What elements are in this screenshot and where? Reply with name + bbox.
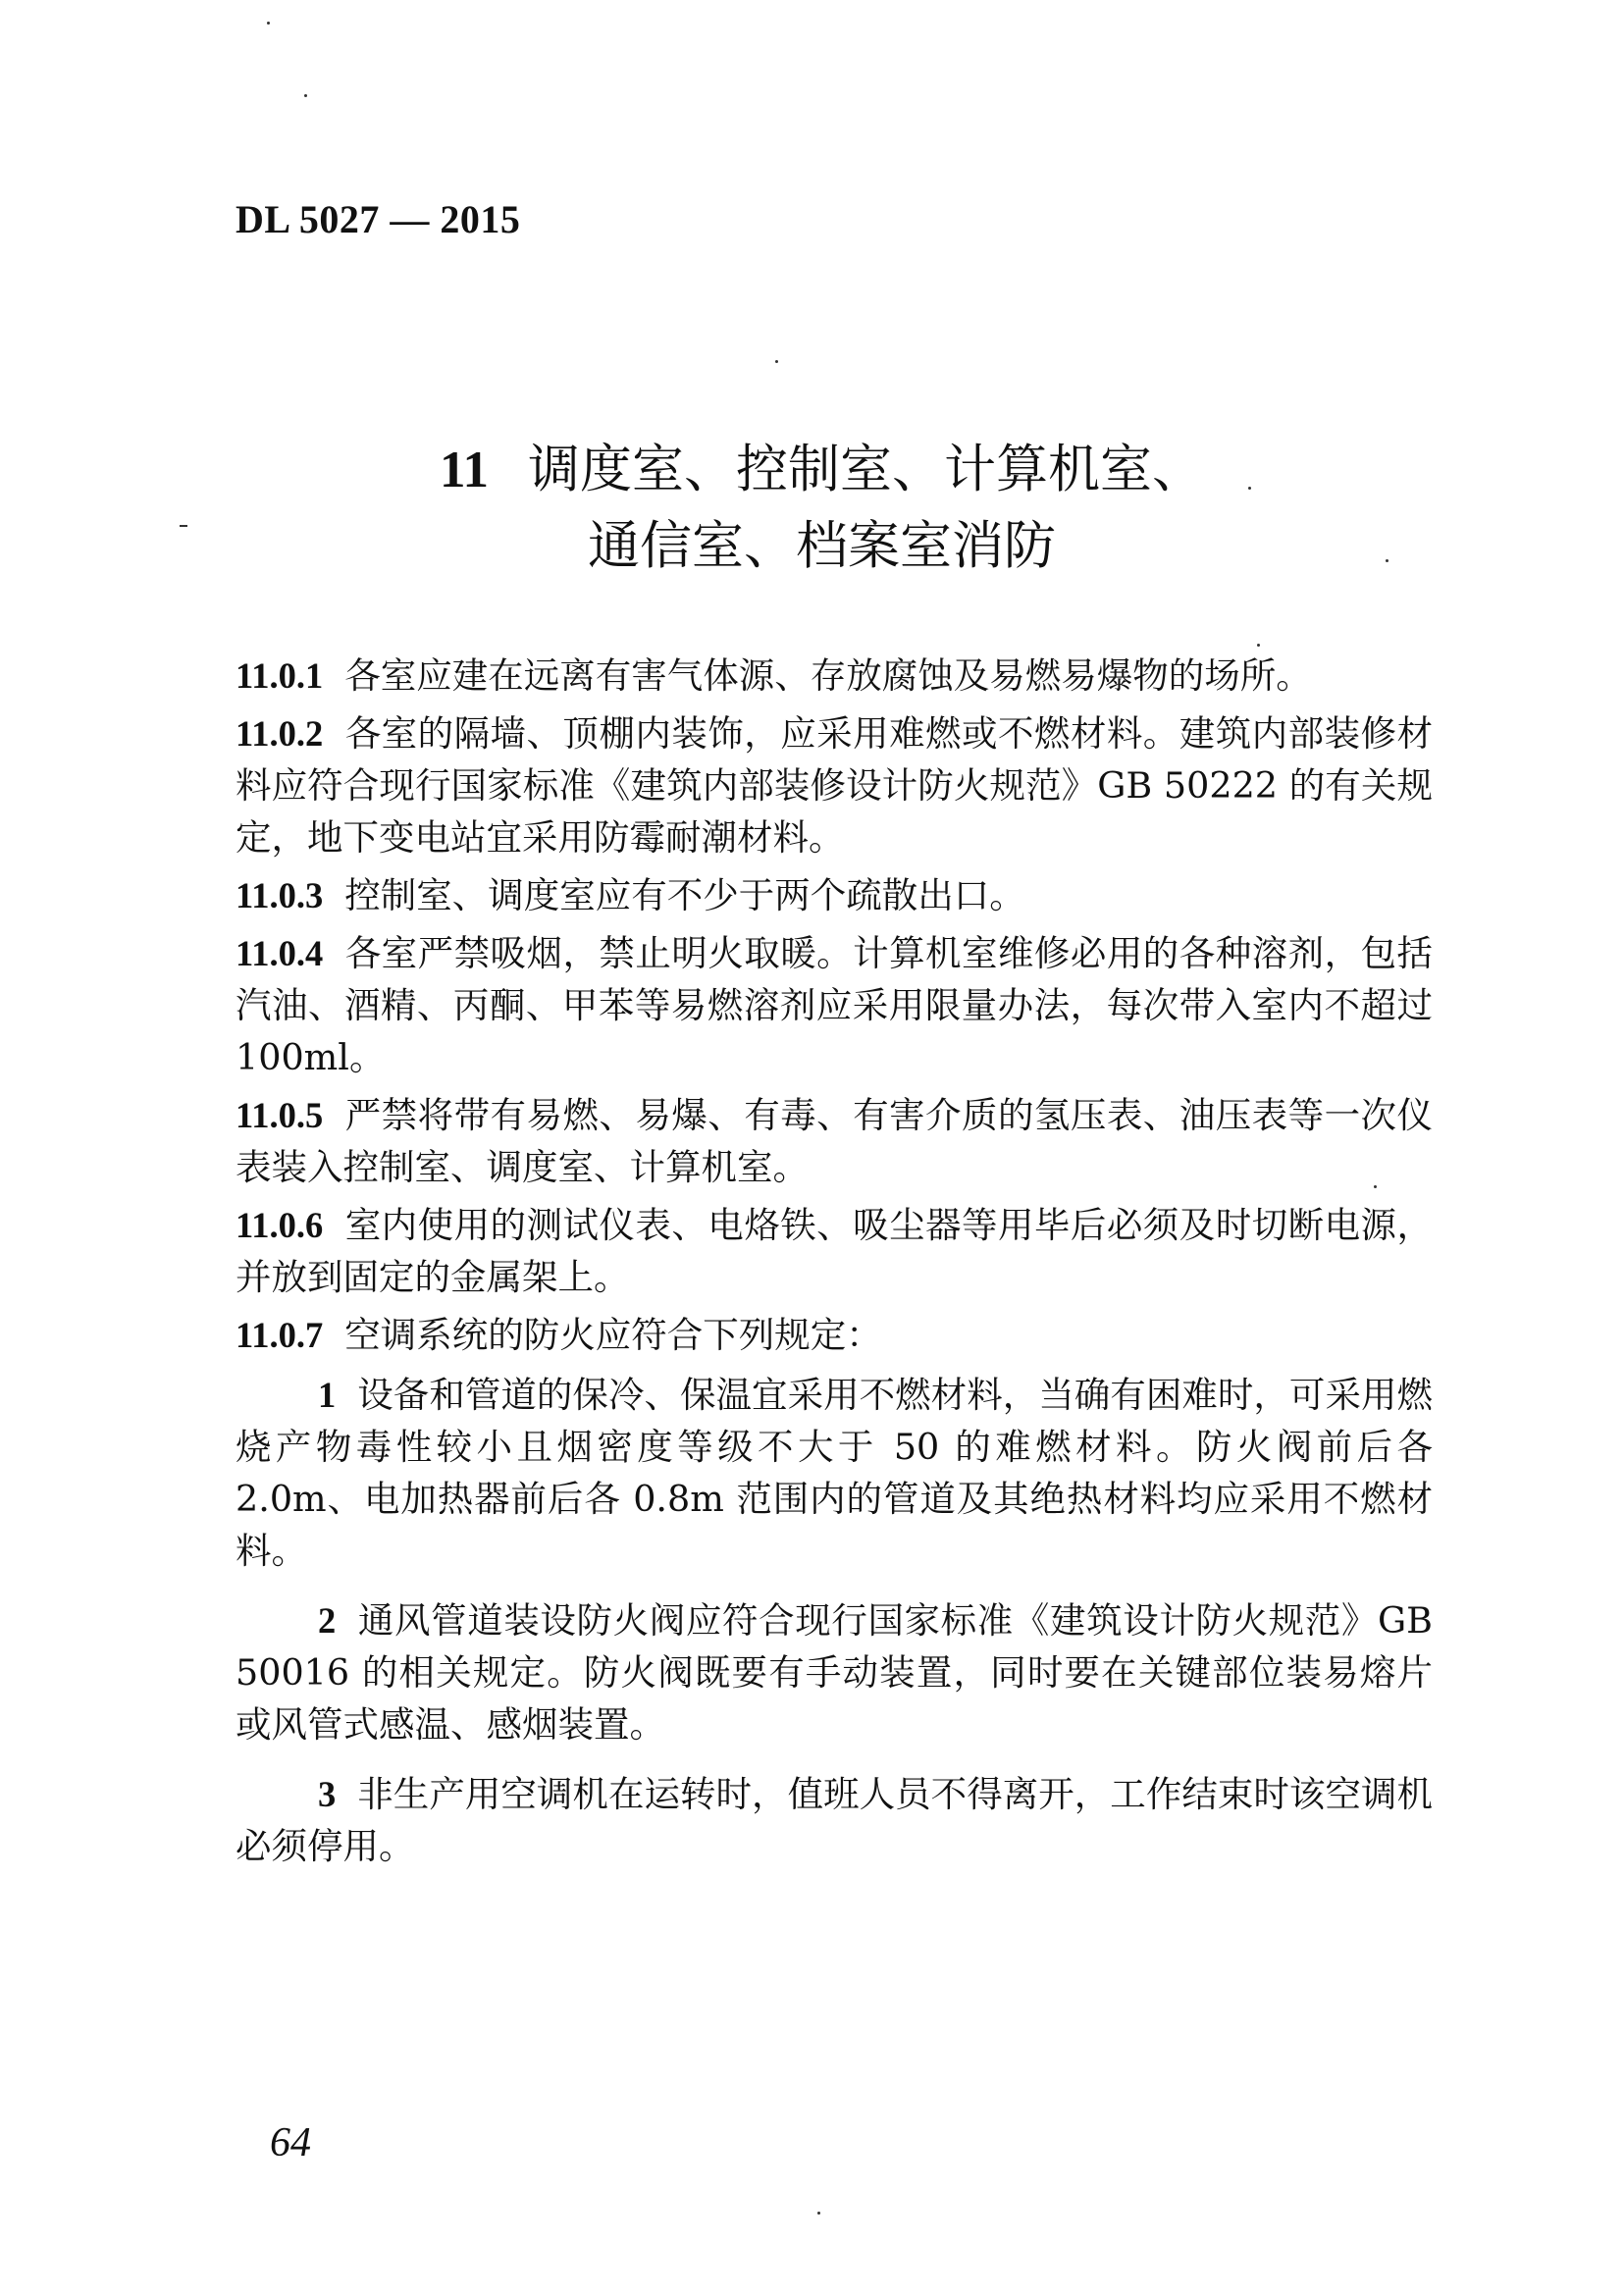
list-item <box>236 1768 1433 1872</box>
clause <box>236 650 1433 702</box>
clause-text: 空调系统的防火应符合下列规定： <box>344 1314 882 1356</box>
item-text: 非生产用空调机在运转时，值班人员不得离开，工作结束时该空调机必须停用。 <box>236 1773 1433 1867</box>
chapter-title-line-1 <box>0 432 1624 508</box>
standard-code: DL 5027 — 2015 <box>236 197 521 241</box>
clause-text: 各室的隔墙、顶棚内装饰，应采用难燃或不燃材料。建筑内部装修材料应符合现行国家标准《建筑内部装修设计防火规范》GB 50222 的有关规定，地下变电站宜采用防霉耐潮材料。 <box>236 712 1433 859</box>
item-number: 2 <box>318 1600 337 1641</box>
list-item <box>236 1369 1433 1577</box>
item-text: 设备和管道的保冷、保温宜采用不燃材料，当确有困难时，可采用燃烧产物毒性较小且烟密度等级不大于 50 的难燃材料。防火阀前后各 2.0m、电加热器前后各 0.8m 范围内的管道及其绝热材料均应采用不燃材料。 <box>236 1374 1433 1572</box>
clause-number: 11.0.7 <box>236 1315 324 1355</box>
scan-speck <box>1257 644 1260 647</box>
clause <box>236 927 1433 1083</box>
clause-number: 11.0.6 <box>236 1205 324 1245</box>
clause-number: 11.0.1 <box>236 655 324 696</box>
clause <box>236 707 1433 863</box>
clause-text: 室内使用的测试仪表、电烙铁、吸尘器等用毕后必须及时切断电源，并放到固定的金属架上。 <box>236 1204 1433 1298</box>
list-item <box>236 1594 1433 1750</box>
clause-text: 控制室、调度室应有不少于两个疏散出口。 <box>344 874 1025 916</box>
scan-speck <box>817 2212 820 2215</box>
clause-number: 11.0.5 <box>236 1095 324 1135</box>
item-text: 通风管道装设防火阀应符合现行国家标准《建筑设计防火规范》GB 50016 的相关规定。防火阀既要有手动装置，同时要在关键部位装易熔片或风管式感温、感烟装置。 <box>236 1599 1433 1746</box>
clause-number: 11.0.2 <box>236 713 324 754</box>
clause-text: 各室严禁吸烟，禁止明火取暖。计算机室维修必用的各种溶剂，包括汽油、酒精、丙酮、甲苯等易燃溶剂应采用限量办法，每次带入室内不超过 100ml。 <box>236 932 1433 1078</box>
item-number: 1 <box>318 1375 337 1415</box>
clause <box>236 1089 1433 1193</box>
chapter-number: 11 <box>439 442 490 498</box>
clause <box>236 869 1433 921</box>
chapter-title <box>0 432 1624 585</box>
chapter-title-text-1: 调度室、控制室、计算机室、 <box>528 440 1205 499</box>
clause-text: 各室应建在远离有害气体源、存放腐蚀及易燃易爆物的场所。 <box>344 654 1312 697</box>
clause-number: 11.0.4 <box>236 933 324 973</box>
chapter-title-line-2: 通信室、档案室消防 <box>588 516 1056 576</box>
clause-number: 11.0.3 <box>236 875 324 915</box>
clause <box>236 1309 1433 1361</box>
scan-speck <box>304 94 307 97</box>
scan-speck <box>267 22 270 25</box>
clause <box>236 1199 1433 1303</box>
page-number: 64 <box>270 2120 311 2165</box>
item-number: 3 <box>318 1774 337 1814</box>
scan-speck <box>775 360 778 363</box>
clause-text: 严禁将带有易燃、易爆、有毒、有害介质的氢压表、油压表等一次仪表装入控制室、调度室、计算机室。 <box>236 1094 1433 1188</box>
chapter-body <box>236 650 1433 1890</box>
